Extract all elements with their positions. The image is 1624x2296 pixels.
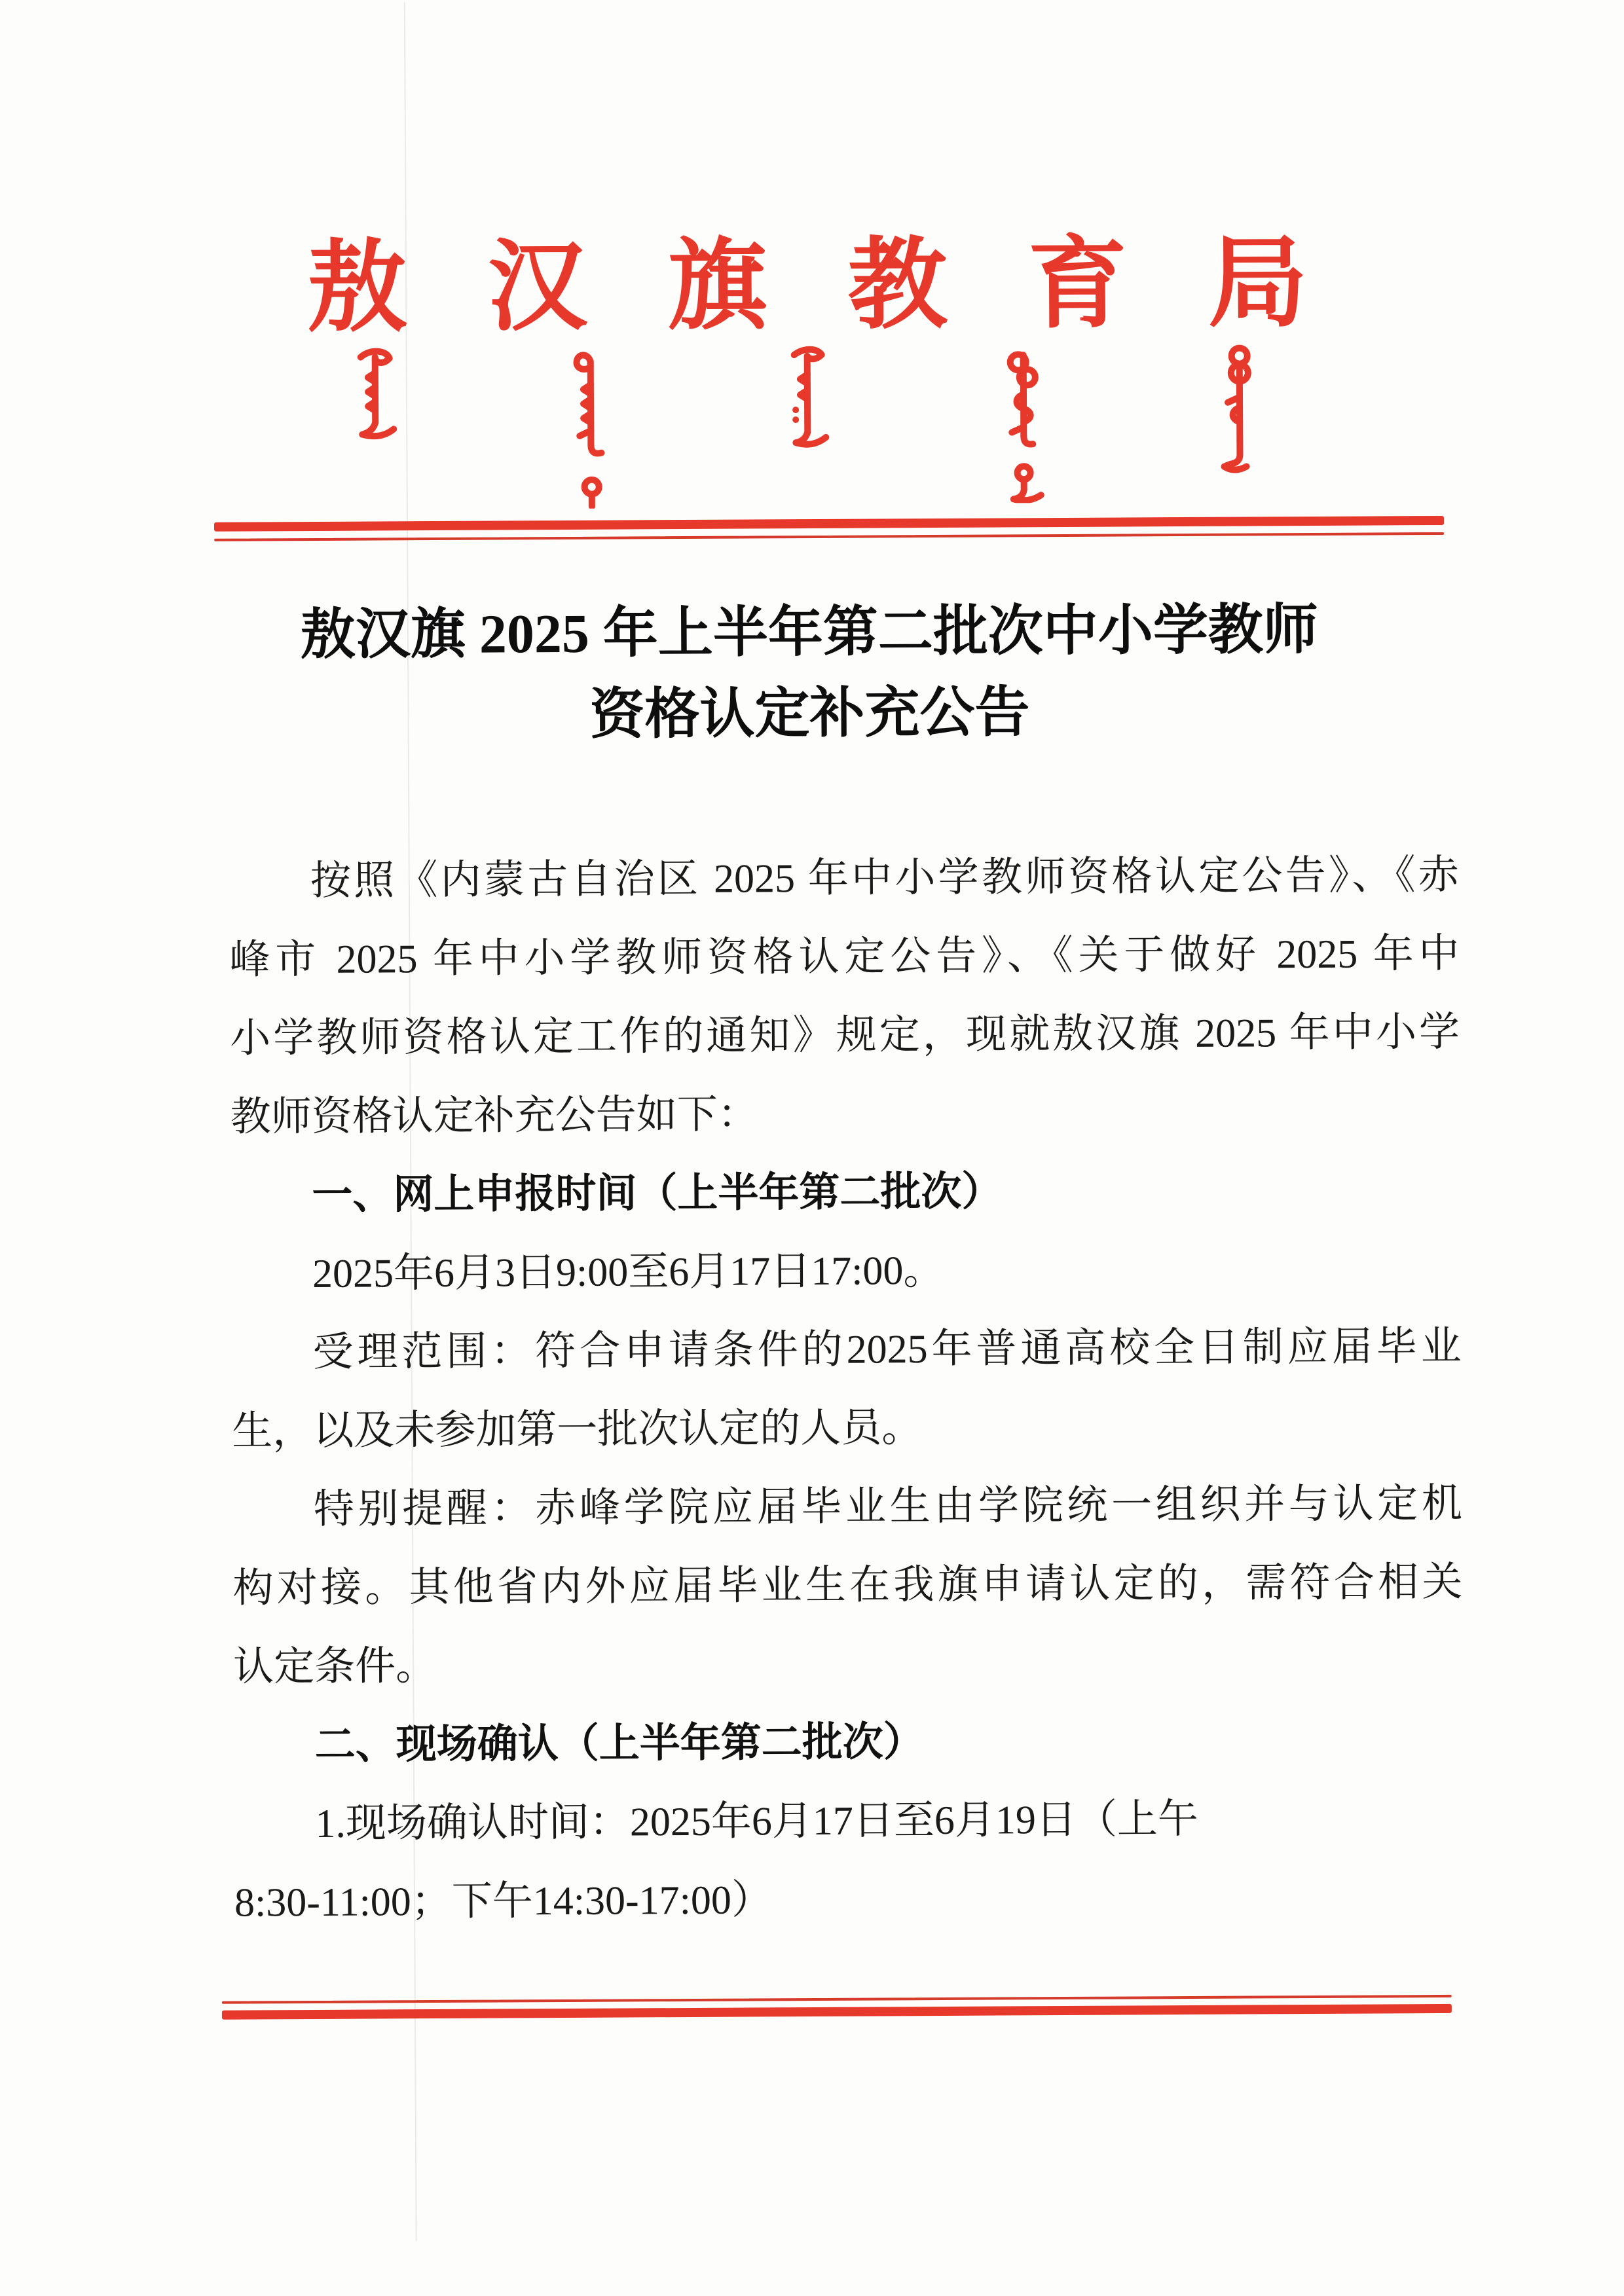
body-line: 生，以及未参加第一批次认定的人员。	[232, 1406, 923, 1454]
mongolian-script-column	[353, 348, 399, 447]
header-divider-thin	[214, 532, 1444, 541]
body-line: 受理范围：符合申请条件的2025年普通高校全日制应届毕业	[312, 1324, 1462, 1375]
mongolian-script-column	[569, 347, 616, 509]
title-line-1: 敖汉旗 2025 年上半年第二批次中小学教师	[300, 599, 1319, 666]
body-section-heading: 二、现场确认（上半年第二批次）	[314, 1719, 924, 1768]
body-line: 特别提醒：赤峰学院应届毕业生由学院统一组织并与认定机	[313, 1481, 1463, 1532]
body-line: 8:30-11:00；下午14:30-17:00）	[234, 1878, 773, 1925]
agency-name-header	[0, 230, 1620, 344]
body-section-heading: 一、网上申报时间（上半年第二批次）	[312, 1169, 1003, 1218]
body-line: 小学教师资格认定工作的通知》规定，现就敖汉旗 2025 年中小学	[229, 1010, 1460, 1061]
body-line: 按照《内蒙古自治区 2025 年中小学教师资格认定公告》、《赤	[310, 852, 1460, 904]
header-divider-thick	[214, 516, 1444, 532]
agency-name-char: 育	[1027, 229, 1128, 340]
body-line: 峰市 2025 年中小学教师资格认定公告》、《关于做好 2025 年中	[229, 931, 1460, 983]
agency-name-char: 局	[1208, 228, 1308, 339]
title-line-2: 资格认定补充公告	[589, 682, 1030, 746]
document-body	[229, 836, 1465, 1942]
footer-divider-thick	[222, 2004, 1452, 2020]
body-line: 认定条件。	[232, 1644, 437, 1690]
agency-name-char: 敖	[307, 233, 408, 344]
agency-name-char: 汉	[487, 232, 588, 343]
footer-divider-thin	[222, 1995, 1452, 2004]
mongolian-script-column	[1001, 344, 1048, 503]
agency-name-char: 旗	[667, 231, 768, 342]
body-line: 2025年6月3日9:00至6月17日17:00。	[312, 1248, 944, 1296]
body-line: 教师资格认定补充公告如下：	[230, 1092, 758, 1140]
mongolian-script-column	[1217, 343, 1264, 475]
mongolian-script	[0, 342, 1621, 512]
body-line: 1.现场确认时间：2025年6月17日至6月19日（上午	[315, 1796, 1199, 1846]
document-title	[0, 589, 1622, 759]
body-line: 构对接。其他省内外应届毕业生在我旗申请认定的，需符合相关	[232, 1559, 1463, 1611]
agency-name-char: 教	[847, 230, 948, 341]
mongolian-script-column	[785, 346, 832, 458]
